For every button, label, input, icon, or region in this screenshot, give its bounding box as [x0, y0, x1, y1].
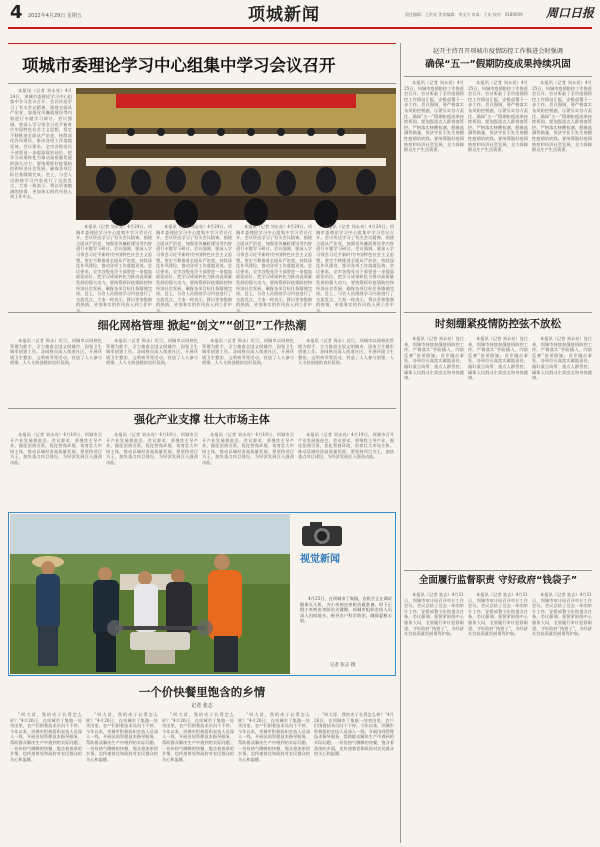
harvest-col5: “叫大哥，我的麦子长得怎么样？”4月26日，在项城市丁集镇一处麦田里，农户们围着技术员问个不停。今年以来，项城市积极组织农技人员深入一线，开展田间管理技术指导服务，帮助群众解决生产中遇到的实际问题。一份份热气腾腾的快餐，饱含着浓浓的乡情，也传递着党和政府对农民群众的关心和温暖。 — [314, 712, 394, 757]
right-top-col1: 本报讯（记者 刘永亮）4月25日，项城市疫情防控工作推进会召开。会议听取了全市疫情防控工作情况汇报，安排部署下一步工作。会议强调，要严格落实各项防控措施，压紧压实各方责任，确保“五一”假期防疫成果持续巩固。要加强重点人群排查管控，严格落实核酸检测、健康监测等措施，坚决守住不发生规模性疫情的底线。要统筹做好疫情防控和经济社会发展，全力保障群众生产生活需要。 — [404, 80, 464, 153]
industry-top-rule — [8, 408, 396, 409]
masthead-logo: 周口日报 — [546, 6, 595, 20]
lead-title: 项城市委理论学习中心组集中学习会议召开 — [22, 56, 336, 75]
vertical-divider — [400, 43, 401, 843]
grid-col4: 本报讯（记者 周永）近日，项城市以网格化管理为抓手，全力推进全国文明城市、国家卫生城市创建工作。各网格员深入街道社区，开展环境卫生整治、文明劝导等活动，营造了人人参与创建、人人支持创建的良好氛围。 — [298, 338, 394, 366]
page-number: 4 — [10, 2, 23, 23]
harvest-col4: “叫大哥，我的麦子长得怎么样？”4月26日，在项城市丁集镇一处麦田里，农户们围着技术员问个不停。今年以来，项城市积极组织农技人员深入一线，开展田间管理技术指导服务，帮助群众解决生产中遇到的实际问题。一份份热气腾腾的快餐，饱含着浓浓的乡情，也传递着党和政府对农民群众的关心和温暖。 — [238, 712, 310, 762]
safety-col2: 本报讯（记者 刘永亮）连日来，项城市持续加强疫情防控工作，严格落实“外防输入、内防反弹”各项措施。各乡镇办事处、各单位认真落实属地责任，做好重点场所、重点人群管控，确保人民群众生命安全和身体健康。 — [468, 336, 528, 381]
supervision-top-rule — [404, 570, 592, 571]
grid-top-rule — [8, 312, 396, 313]
safety-title: 时刻绷紧疫情防控弦不放松 — [435, 318, 561, 330]
safety-top-rule — [404, 312, 592, 313]
photo-caption: 4月25日，在项城市丁集镇，农机手正在调试植保无人机，为小麦病虫害防治做准备。时下正值小麦病虫害防治关键期，项城市组织农技人员深入田间地头，指导农户科学防治，确保夏粮丰收。 — [300, 596, 392, 624]
industry-col2: 本报讯（记者 刘永亮）4月19日，项城市召开产业发展推进会。会议要求，要聚焦主导产业，强化招商引资，优化营商环境，培育壮大市场主体，推动县域经济高质量发展。要坚持项目为王，加快重点项目建设，为经济发展注入强劲动能。 — [106, 432, 198, 465]
lead-body-col2: 本报讯（记者 刘永亮）4月24日，项城市委理论学习中心组集中学习会议召开。会议传达学习了有关会议精神，围绕全面从严治党、加强党风廉政建设等内容进行专题学习研讨。会议强调，要深入学习领会习近平新时代中国特色社会主义思想，坚定不移推进全面从严治党，持续深化作风建设，推动各项工作落地见效。会议要求，全市各级党员干部要进一步提高政治站位，把学习成果转化为推动高质量发展的强大动力。要统筹抓好疫情防控和经济社会发展，确保各项目标任务圆满完成。会上，与会人员围绕学习内容进行了交流发言，大家一致表示，将以更加饱满的热情、更加务实的作风投入到工作中去。 — [76, 224, 152, 313]
safety-col1: 本报讯（记者 刘永亮）连日来，项城市持续加强疫情防控工作，严格落实“外防输入、内防反弹”各项措施。各乡镇办事处、各单位认真落实属地责任，做好重点场所、重点人群管控，确保人民群众生命安全和身体健康。 — [404, 336, 464, 381]
lead-body-col5: 本报讯（记者 刘永亮）4月24日，项城市委理论学习中心组集中学习会议召开。会议传达学习了有关会议精神，围绕全面从严治党、加强党风廉政建设等内容进行专题学习研讨。会议强调，要深入学习领会习近平新时代中国特色社会主义思想，坚定不移推进全面从严治党，持续深化作风建设，推动各项工作落地见效。会议要求，全市各级党员干部要进一步提高政治站位，把学习成果转化为推动高质量发展的强大动力。要统筹抓好疫情防控和经济社会发展，确保各项目标任务圆满完成。会上，与会人员围绕学习内容进行了交流发言，大家一致表示，将以更加饱满的热情、更加务实的作风投入到工作中去。 — [316, 224, 394, 313]
harvest-col1: “叫大哥，我的麦子长得怎么样？”4月26日，在项城市丁集镇一处麦田里，农户们围着技术员问个不停。今年以来，项城市积极组织农技人员深入一线，开展田间管理技术指导服务，帮助群众解决生产中遇到的实际问题。一份份热气腾腾的快餐，饱含着浓浓的乡情，也传递着党和政府对农民群众的关心和温暖。 — [10, 712, 82, 762]
supervision-title: 全面履行监督职责 守好政府“钱袋子” — [418, 575, 578, 586]
issue-date: 2022年4月29日 星期五 — [28, 13, 82, 19]
meeting-photo — [76, 88, 396, 220]
grid-title: 细化网格管理 掀起“创文”“创卫”工作热潮 — [97, 319, 307, 332]
photo-credit: 记者 张志 摄 — [330, 663, 356, 668]
camera-icon — [298, 518, 346, 548]
lead-body-col3: 本报讯（记者 刘永亮）4月24日，项城市委理论学习中心组集中学习会议召开。会议传达学习了有关会议精神，围绕全面从严治党、加强党风廉政建设等内容进行专题学习研讨。会议强调，要深入学习领会习近平新时代中国特色社会主义思想，坚定不移推进全面从严治党，持续深化作风建设，推动各项工作落地见效。会议要求，全市各级党员干部要进一步提高政治站位，把学习成果转化为推动高质量发展的强大动力。要统筹抓好疫情防控和经济社会发展，确保各项目标任务圆满完成。会上，与会人员围绕学习内容进行了交流发言，大家一致表示，将以更加饱满的热情、更加务实的作风投入到工作中去。 — [156, 224, 232, 313]
right-top-rule — [404, 76, 592, 77]
right-top-title: 确保“五一”假期防疫成果持续巩固 — [425, 59, 571, 70]
right-top-kicker: 赵开主持召开项城市疫情防控工作推进会时强调 — [433, 48, 563, 55]
industry-title: 强化产业支撑 壮大市场主体 — [134, 413, 270, 426]
lead-title-rule — [8, 83, 396, 84]
right-top-col2: 本报讯（记者 刘永亮）4月25日，项城市疫情防控工作推进会召开。会议听取了全市疫情防控工作情况汇报，安排部署下一步工作。会议强调，要严格落实各项防控措施，压紧压实各方责任，确保“五一”假期防疫成果持续巩固。要加强重点人群排查管控，严格落实核酸检测、健康监测等措施，坚决守住不发生规模性疫情的底线。要统筹做好疫情防控和经济社会发展，全力保障群众生产生活需要。 — [468, 80, 528, 153]
lead-body-left: 本报讯（记者 刘永亮）4月24日，项城市委理论学习中心组集中学习会议召开。会议传达学习了有关会议精神，围绕全面从严治党、加强党风廉政建设等内容进行专题学习研讨。会议强调，要深入学习领会习近平新时代中国特色社会主义思想，坚定不移推进全面从严治党，持续深化作风建设，推动各项工作落地见效。会议要求，全市各级党员干部要进一步提高政治站位，把学习成果转化为推动高质量发展的强大动力。要统筹抓好疫情防控和经济社会发展，确保各项目标任务圆满完成。会上，与会人员围绕学习内容进行了交流发言，大家一致表示，将以更加饱满的热情、更加务实的作风投入到工作中去。 — [10, 88, 72, 200]
harvest-col3: “叫大哥，我的麦子长得怎么样？”4月26日，在项城市丁集镇一处麦田里，农户们围着技术员问个不停。今年以来，项城市积极组织农技人员深入一线，开展田间管理技术指导服务，帮助群众解决生产中遇到的实际问题。一份份热气腾腾的快餐，饱含着浓浓的乡情，也传递着党和政府对农民群众的关心和温暖。 — [162, 712, 234, 762]
supervision-col3: 本报讯（记者 张志）4月21日，项城市审计局召开审计工作会议。会议总结了过去一年的审计工作，安排部署今年的重点任务。会议强调，要紧紧围绕中心服务大局，全面履行审计监督职责，守好政府“钱袋子”，为经济社会高质量发展保驾护航。 — [532, 592, 592, 637]
grid-col1: 本报讯（记者 周永）近日，项城市以网格化管理为抓手，全力推进全国文明城市、国家卫生城市创建工作。各网格员深入街道社区，开展环境卫生整治、文明劝导等活动，营造了人人参与创建、人人支持创建的良好氛围。 — [10, 338, 102, 366]
grid-col2: 本报讯（记者 周永）近日，项城市以网格化管理为抓手，全力推进全国文明城市、国家卫生城市创建工作。各网格员深入街道社区，开展环境卫生整治、文明劝导等活动，营造了人人参与创建、人人支持创建的良好氛围。 — [106, 338, 198, 366]
grid-col3: 本报讯（记者 周永）近日，项城市以网格化管理为抓手，全力推进全国文明城市、国家卫生城市创建工作。各网格员深入街道社区，开展环境卫生整治、文明劝导等活动，营造了人人参与创建、人人支持创建的良好氛围。 — [202, 338, 294, 366]
lead-top-rule — [8, 43, 396, 44]
right-top-col3: 本报讯（记者 刘永亮）4月25日，项城市疫情防控工作推进会召开。会议听取了全市疫情防控工作情况汇报，安排部署下一步工作。会议强调，要严格落实各项防控措施，压紧压实各方责任，确保“五一”假期防疫成果持续巩固。要加强重点人群排查管控，严格落实核酸检测、健康监测等措施，坚决守住不发生规模性疫情的底线。要统筹做好疫情防控和经济社会发展，全力保障群众生产生活需要。 — [532, 80, 592, 153]
safety-col3: 本报讯（记者 刘永亮）连日来，项城市持续加强疫情防控工作，严格落实“外防输入、内防反弹”各项措施。各乡镇办事处、各单位认真落实属地责任，做好重点场所、重点人群管控，确保人民群众生命安全和身体健康。 — [532, 336, 592, 381]
visual-news-badge: 视觉新闻 — [300, 554, 340, 565]
harvest-byline: 记者 张志 — [191, 703, 213, 709]
drone-field-photo — [10, 514, 290, 674]
harvest-title: 一个价快餐里饱含的乡情 — [138, 685, 266, 699]
supervision-col2: 本报讯（记者 张志）4月21日，项城市审计局召开审计工作会议。会议总结了过去一年的审计工作，安排部署今年的重点任务。会议强调，要紧紧围绕中心服务大局，全面履行审计监督职责，守好政府“钱袋子”，为经济社会高质量发展保驾护航。 — [468, 592, 528, 637]
industry-col1: 本报讯（记者 刘永亮）4月19日，项城市召开产业发展推进会。会议要求，要聚焦主导产业，强化招商引资，优化营商环境，培育壮大市场主体，推动县域经济高质量发展。要坚持项目为王，加快重点项目建设，为经济发展注入强劲动能。 — [10, 432, 102, 465]
industry-col3: 本报讯（记者 刘永亮）4月19日，项城市召开产业发展推进会。会议要求，要聚焦主导产业，强化招商引资，优化营商环境，培育壮大市场主体，推动县域经济高质量发展。要坚持项目为王，加快重点项目建设，为经济发展注入强劲动能。 — [202, 432, 294, 465]
lead-body-col4: 本报讯（记者 刘永亮）4月24日，项城市委理论学习中心组集中学习会议召开。会议传达学习了有关会议精神，围绕全面从严治党、加强党风廉政建设等内容进行专题学习研讨。会议强调，要深入学习领会习近平新时代中国特色社会主义思想，坚定不移推进全面从严治党，持续深化作风建设，推动各项工作落地见效。会议要求，全市各级党员干部要进一步提高政治站位，把学习成果转化为推动高质量发展的强大动力。要统筹抓好疫情防控和经济社会发展，确保各项目标任务圆满完成。会上，与会人员围绕学习内容进行了交流发言，大家一致表示，将以更加饱满的热情、更加务实的作风投入到工作中去。 — [236, 224, 312, 313]
header-rule — [8, 27, 592, 29]
harvest-col2: “叫大哥，我的麦子长得怎么样？”4月26日，在项城市丁集镇一处麦田里，农户们围着技术员问个不停。今年以来，项城市积极组织农技人员深入一线，开展田间管理技术指导服务，帮助群众解决生产中遇到的实际问题。一份份热气腾腾的快餐，饱含着浓浓的乡情，也传递着党和政府对农民群众的关心和温暖。 — [86, 712, 158, 762]
section-title: 项城新闻 — [248, 5, 320, 25]
industry-col4: 本报讯（记者 刘永亮）4月19日，项城市召开产业发展推进会。会议要求，要聚焦主导产业，强化招商引资，优化营商环境，培育壮大市场主体，推动县域经济高质量发展。要坚持项目为王，加快重点项目建设，为经济发展注入强劲动能。 — [298, 432, 394, 460]
editor-line: 责任编辑：王洪亮 美术编辑：李文兴 审读：于庆 校对：0180009 — [405, 12, 523, 17]
supervision-col1: 本报讯（记者 张志）4月21日，项城市审计局召开审计工作会议。会议总结了过去一年的审计工作，安排部署今年的重点任务。会议强调，要紧紧围绕中心服务大局，全面履行审计监督职责，守好政府“钱袋子”，为经济社会高质量发展保驾护航。 — [404, 592, 464, 637]
